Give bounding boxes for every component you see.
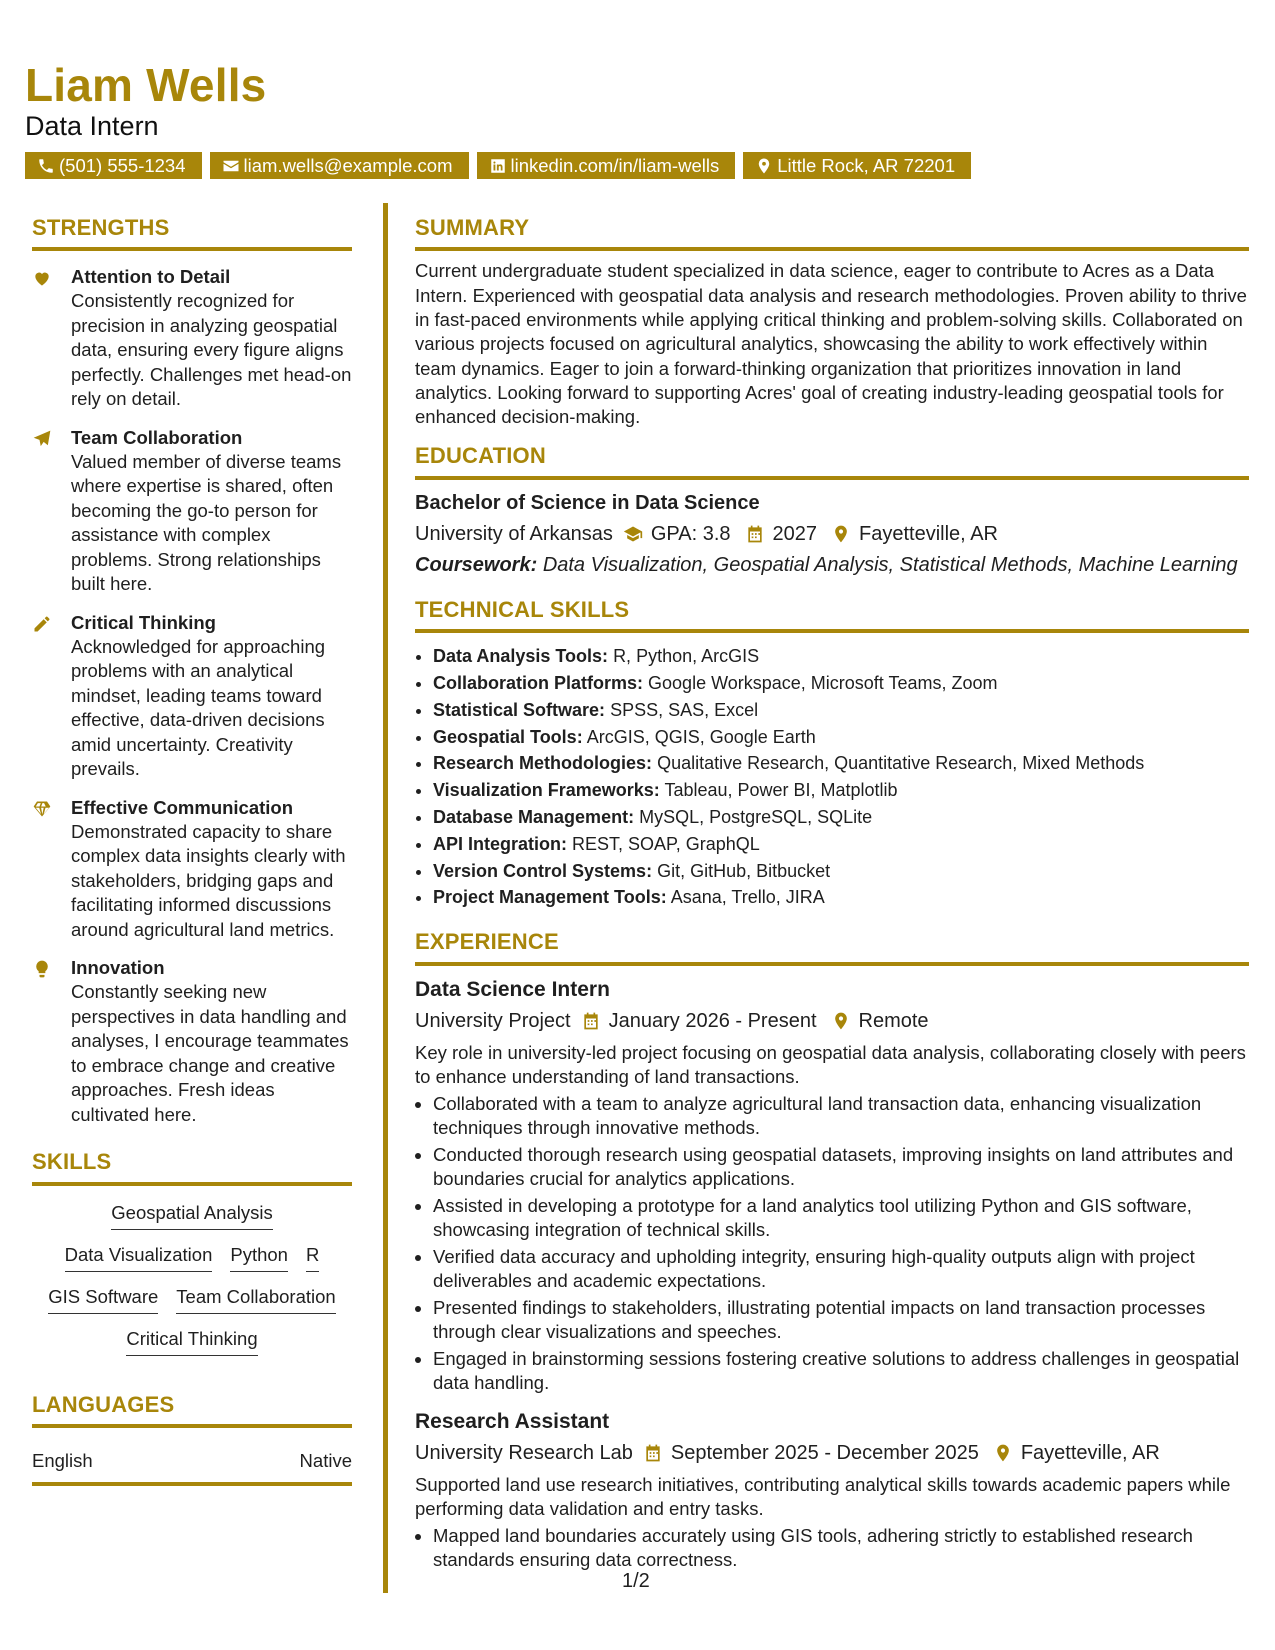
candidate-title: Data Intern [25, 111, 159, 141]
contact-location [743, 152, 971, 179]
skill-label: Statistical Software: [433, 699, 606, 720]
calendar-icon [581, 1011, 601, 1031]
map-pin-icon [993, 1443, 1013, 1463]
summary-text: Current undergraduate student specialized in data science, eager to contribute to Acres as a Data Intern. Experienced with geospatial data analysis and research methodologies. Proven ability to thrive in fast-paced environments while applying critical thinking and problem-solving skills. Collaborated on various projects focused on agricultural analytics, showcasing the ability to work effectively within team dynamics. Eager to join a forward-thinking organization that prioritizes innovation in land analytics. Looking forward to supporting Acres' goal of creating industry-leading geospatial tools for enhanced decision-making. [415, 260, 1247, 428]
contact-email[interactable] [210, 152, 469, 179]
envelope-icon [222, 157, 240, 175]
strength-description: Acknowledged for approaching problems with an analytical mindset, leading teams toward effective, data-driven decisions amid uncertainty. Creativity prevails. [71, 635, 326, 780]
strength-title: Innovation [71, 957, 165, 979]
skill-value: ArcGIS, QGIS, Google Earth [586, 726, 816, 747]
school-location: Fayetteville, AR [859, 522, 998, 545]
linkedin-icon [489, 157, 507, 175]
coursework-label: Coursework: [415, 553, 538, 576]
graduation-cap-icon [623, 524, 643, 544]
skill-tag: GIS Software [48, 1284, 158, 1314]
calendar-icon [643, 1443, 663, 1463]
skill-label: Data Analysis Tools: [433, 646, 609, 667]
skill-value: Git, GitHub, Bitbucket [657, 860, 831, 881]
language-row [32, 1450, 352, 1486]
gpa-value: GPA: 3.8 [650, 522, 731, 545]
skill-value: MySQL, PostgreSQL, SQLite [639, 807, 873, 828]
job-org: University Project [415, 1009, 571, 1032]
strength-title: Attention to Detail [71, 266, 231, 288]
left-column [32, 215, 352, 1486]
strength-description: Demonstrated capacity to share complex data insights clearly with stakeholders, bridging gaps and facilitating informed discussions around agricultural land metrics. [71, 820, 346, 940]
list-item [433, 697, 1249, 724]
skill-tag: R [306, 1242, 319, 1272]
job-meta [415, 1442, 1249, 1465]
skill-label: API Integration: [433, 833, 567, 854]
map-pin-icon [755, 157, 773, 175]
gem-icon [32, 799, 52, 819]
job-meta [415, 1010, 1249, 1033]
phone-icon [37, 157, 55, 175]
list-item [433, 750, 1249, 777]
skill-value: REST, SOAP, GraphQL [572, 833, 760, 854]
list-item [433, 724, 1249, 751]
candidate-name: Liam Wells [25, 59, 267, 111]
calendar-icon [745, 524, 765, 544]
contact-email-text: liam.wells@example.com [243, 155, 453, 176]
contact-linkedin[interactable] [477, 152, 736, 179]
strength-item [32, 796, 352, 943]
list-item: • Mapped land boundaries accurately using GIS tools, adhering strictly to established research standards ensuring data correctness. [433, 1524, 1249, 1573]
skill-tag: Critical Thinking [126, 1326, 257, 1356]
skill-label: Database Management: [433, 807, 635, 828]
job-description: Supported land use research initiatives, contributing analytical skills towards academic papers while performing data validation and entry tasks. [415, 1473, 1231, 1520]
technical-skills-heading: TECHNICAL SKILLS [415, 597, 1249, 633]
degree-title: Bachelor of Science in Data Science [415, 491, 760, 514]
school-name: University of Arkansas [415, 522, 613, 545]
education-meta [415, 523, 1249, 546]
technical-skills-list [415, 643, 1249, 911]
list-item [433, 831, 1249, 858]
strength-description: Constantly seeking new perspectives in data handling and analyses, I encourage teammates to embrace change and creative approaches. Fresh ideas cultivated here. [71, 981, 349, 1125]
job-title: Research Assistant [415, 1409, 610, 1433]
graduation-year: 2027 [772, 522, 818, 545]
strength-title: Team Collaboration [71, 426, 243, 448]
job-description: Key role in university-led project focusing on geospatial data analysis, collaborating closely with peers to enhance understanding of land transactions. [415, 1041, 1246, 1088]
skill-tag: Team Collaboration [176, 1284, 335, 1314]
job-org: University Research Lab [415, 1441, 633, 1464]
job-dates: September 2025 - December 2025 [670, 1441, 979, 1464]
skill-label: Geospatial Tools: [433, 726, 583, 747]
list-item [433, 670, 1249, 697]
map-pin-icon [831, 1011, 851, 1031]
skill-label: Project Management Tools: [433, 887, 667, 908]
strength-item [32, 265, 352, 412]
paper-plane-icon [32, 429, 52, 449]
skills-cloud [32, 1200, 352, 1356]
strength-title: Effective Communication [71, 796, 294, 818]
contact-bar [25, 152, 971, 179]
summary-heading: SUMMARY [415, 215, 1249, 251]
job-dates: January 2026 - Present [608, 1009, 817, 1032]
right-column [415, 215, 1249, 1575]
pencil-icon [32, 614, 52, 634]
list-item [433, 777, 1249, 804]
job-bullets [415, 1092, 1249, 1396]
strength-description: Valued member of diverse teams where expertise is shared, often becoming the go-to person for assistance with complex problems. Strong relationships built here. [71, 450, 342, 595]
job-title: Data Science Intern [415, 977, 610, 1001]
list-item: • Conducted thorough research using geospatial datasets, improving insights on land attributes and boundaries crucial for analytics applications. [433, 1143, 1249, 1192]
skill-value: Qualitative Research, Quantitative Research, Mixed Methods [657, 753, 1145, 774]
column-divider [383, 203, 388, 1593]
strength-description: Consistently recognized for precision in analyzing geospatial data, ensuring every figure aligns perfectly. Challenges met head-on rely on detail. [71, 290, 352, 410]
skill-value: Google Workspace, Microsoft Teams, Zoom [648, 673, 998, 694]
skill-tag: Data Visualization [65, 1242, 213, 1272]
coursework-line [415, 554, 1249, 577]
education-heading: EDUCATION [415, 443, 1249, 479]
list-item: • Engaged in brainstorming sessions fostering creative solutions to address challenges in geospatial data handling. [433, 1347, 1249, 1396]
skill-label: Visualization Frameworks: [433, 780, 660, 801]
list-item [433, 804, 1249, 831]
strength-title: Critical Thinking [71, 611, 216, 633]
skill-tag: Python [230, 1242, 288, 1272]
skill-label: Research Methodologies: [433, 753, 653, 774]
skill-value: R, Python, ArcGIS [613, 646, 760, 667]
skill-value: Asana, Trello, JIRA [670, 887, 825, 908]
heart-icon [32, 268, 52, 288]
languages-heading: LANGUAGES [32, 1392, 352, 1428]
list-item [433, 884, 1249, 911]
contact-phone-text: (501) 555-1234 [59, 155, 186, 176]
skill-value: SPSS, SAS, Excel [610, 699, 759, 720]
strength-item [32, 956, 352, 1127]
lightbulb-icon [32, 959, 52, 979]
skill-tag: Geospatial Analysis [111, 1200, 272, 1230]
map-pin-icon [831, 524, 851, 544]
skill-value: Tableau, Power BI, Matplotlib [664, 780, 898, 801]
contact-phone[interactable] [25, 152, 202, 179]
list-item [433, 858, 1249, 885]
language-name: English [32, 1450, 93, 1472]
contact-linkedin-text: linkedin.com/in/liam-wells [510, 155, 720, 176]
list-item: • Verified data accuracy and upholding integrity, ensuring high-quality outputs align with project deliverables and academic expectations. [433, 1245, 1249, 1294]
list-item: • Assisted in developing a prototype for a land analytics tool utilizing Python and GIS software, showcasing integration of technical skills. [433, 1194, 1249, 1243]
strengths-heading: STRENGTHS [32, 215, 352, 251]
language-level: Native [299, 1450, 352, 1472]
contact-location-text: Little Rock, AR 72201 [777, 155, 956, 176]
experience-heading: EXPERIENCE [415, 929, 1249, 965]
strength-item [32, 426, 352, 597]
job-location: Fayetteville, AR [1020, 1441, 1160, 1464]
strength-item [32, 611, 352, 782]
page-number: 1/2 [622, 1570, 650, 1592]
list-item: • Collaborated with a team to analyze agricultural land transaction data, enhancing visualization techniques through innovative methods. [433, 1092, 1249, 1141]
strengths-list [32, 265, 352, 1127]
list-item: • Presented findings to stakeholders, illustrating potential impacts on land transaction processes through clear visualizations and speeches. [433, 1296, 1249, 1345]
coursework-list: Data Visualization, Geospatial Analysis, Statistical Methods, Machine Learning [542, 553, 1238, 576]
skills-heading: SKILLS [32, 1149, 352, 1185]
job-bullets [415, 1524, 1249, 1573]
job-location: Remote [858, 1009, 929, 1032]
skill-label: Collaboration Platforms: [433, 673, 644, 694]
skill-label: Version Control Systems: [433, 860, 653, 881]
list-item [433, 643, 1249, 670]
